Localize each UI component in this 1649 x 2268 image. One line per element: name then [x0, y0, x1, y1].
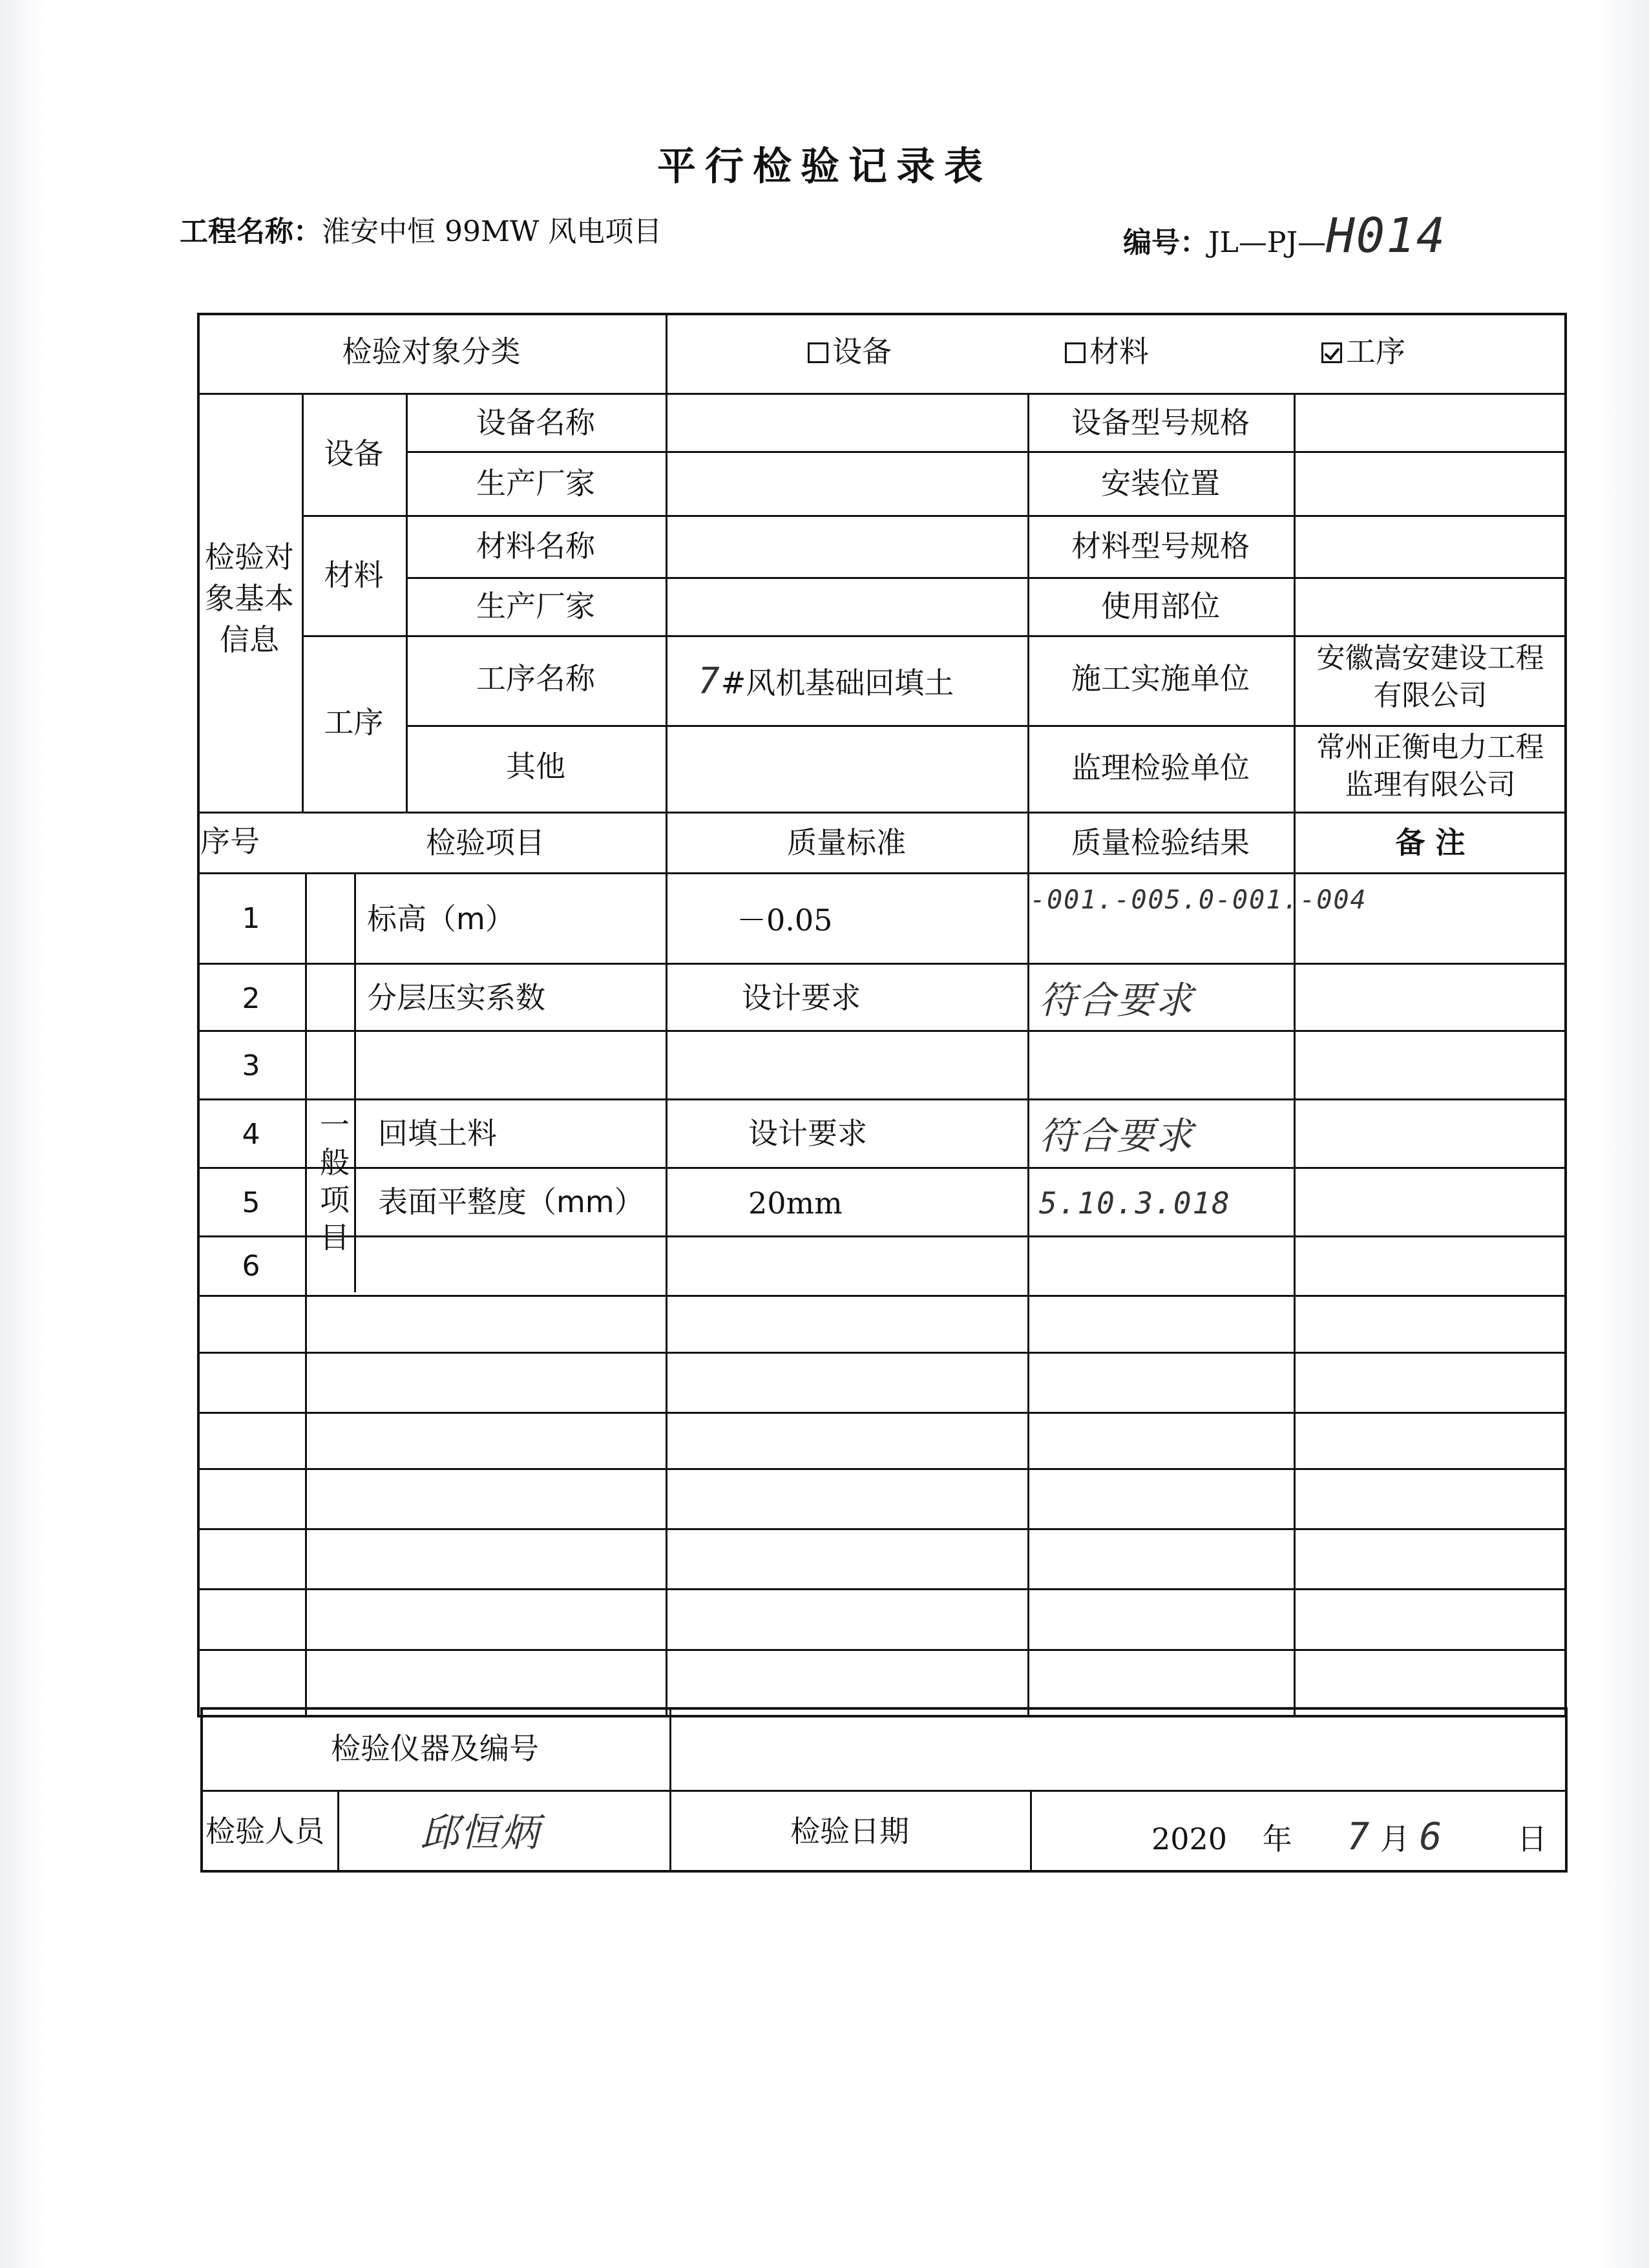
supervisor-value-line: 监理有限公司	[1345, 768, 1516, 801]
equipment-group-label: 设备	[324, 436, 384, 471]
rule	[354, 872, 356, 1098]
number-handwritten: H014	[1326, 208, 1447, 264]
item-result: 5.10.3.018	[1039, 1186, 1231, 1221]
project-label: 工程名称：	[180, 215, 322, 248]
checkbox-process[interactable]	[1321, 333, 1405, 371]
project-line	[180, 208, 662, 249]
checkbox-material-label: 材料	[1089, 334, 1149, 369]
contractor-value-line: 安徽嵩安建设工程	[1316, 642, 1544, 675]
item-no: 6	[242, 1250, 260, 1283]
item-no: 2	[242, 982, 260, 1015]
document-title: 平行检验记录表	[657, 144, 992, 189]
header-item: 检验项目	[426, 825, 545, 860]
rule	[302, 515, 1567, 517]
general-items-label	[315, 1106, 354, 1256]
number-label: 编号：	[1123, 226, 1208, 259]
contractor-value-line: 有限公司	[1373, 679, 1487, 712]
material-name-label: 材料名称	[476, 529, 595, 563]
rule	[197, 1649, 1567, 1651]
rule	[354, 1098, 356, 1292]
item-name: 分层压实系数	[367, 980, 545, 1015]
material-usage-label: 使用部位	[1101, 589, 1220, 624]
equipment-location-label: 安装位置	[1101, 466, 1220, 501]
item-standard: 设计要求	[742, 980, 861, 1015]
rule	[200, 1790, 1568, 1792]
checkbox-equipment-label: 设备	[832, 334, 892, 369]
number-line	[1123, 208, 1446, 264]
checkbox-icon	[1065, 342, 1086, 363]
date-day: 6	[1419, 1814, 1444, 1858]
item-result: 符合要求	[1039, 1114, 1195, 1158]
rule	[197, 1588, 1567, 1590]
number-prefix: JL—PJ—	[1208, 226, 1327, 259]
rule	[197, 812, 1567, 814]
rule	[197, 1295, 1567, 1297]
date-label: 检验日期	[790, 1814, 909, 1849]
basic-info-label-line: 信息	[220, 622, 279, 657]
inspector-label: 检验人员	[205, 1814, 324, 1849]
checkbox-process-label: 工序	[1346, 334, 1405, 369]
item-name: 表面平整度（mm）	[378, 1184, 644, 1219]
general-items-char: 般	[320, 1145, 350, 1180]
item-no: 1	[242, 902, 260, 935]
rule	[1294, 393, 1296, 1717]
process-name-text: #风机基础回填土	[720, 666, 954, 700]
general-items-char: 项	[320, 1182, 350, 1217]
header-remark: 备 注	[1395, 825, 1465, 860]
category-label: 检验对象分类	[342, 334, 521, 369]
equipment-name-label: 设备名称	[476, 405, 595, 440]
process-group-label: 工序	[324, 705, 384, 740]
checkbox-checked-icon	[1321, 342, 1342, 363]
rule	[1030, 1790, 1032, 1873]
rule	[197, 1098, 1567, 1100]
checkbox-material[interactable]	[1065, 333, 1149, 371]
rule	[197, 1528, 1567, 1530]
other-label: 其他	[506, 749, 565, 784]
item-standard: 20mm	[748, 1186, 843, 1221]
supervisor-value	[1294, 729, 1567, 804]
year-unit: 年	[1262, 1822, 1292, 1856]
rule	[197, 1468, 1567, 1470]
equipment-maker-label: 生产厂家	[476, 466, 595, 501]
month-unit: 月	[1380, 1822, 1410, 1856]
rule	[197, 1030, 1567, 1032]
item-name: 回填土料	[378, 1116, 497, 1151]
rule	[666, 313, 667, 1717]
rule	[302, 635, 1567, 637]
rule	[197, 872, 1567, 874]
item-standard: －0.05	[737, 903, 833, 938]
item-no: 3	[242, 1049, 260, 1082]
project-name: 淮安中恒 99MW 风电项目	[322, 215, 662, 248]
basic-info-label-line: 象基本	[205, 581, 294, 616]
instrument-label: 检验仪器及编号	[331, 1731, 539, 1766]
general-items-char: 一	[320, 1108, 350, 1142]
contractor-label: 施工实施单位	[1071, 661, 1250, 696]
rule	[406, 451, 1567, 453]
equipment-model-label: 设备型号规格	[1071, 405, 1250, 440]
inspector-signature: 邱恒炳	[420, 1811, 540, 1856]
date-month: 7	[1347, 1814, 1371, 1858]
material-model-label: 材料型号规格	[1071, 529, 1250, 563]
item-no: 5	[242, 1186, 260, 1219]
checkbox-icon	[808, 342, 828, 363]
process-name-label: 工序名称	[476, 661, 595, 696]
header-standard: 质量标准	[787, 825, 906, 860]
item-result: 符合要求	[1039, 978, 1195, 1022]
date-year: 2020	[1151, 1822, 1228, 1856]
rule	[197, 1167, 1567, 1169]
basic-info-label-line: 检验对	[205, 540, 294, 574]
rule	[197, 1235, 1567, 1237]
rule	[197, 1412, 1567, 1414]
date-value	[1151, 1813, 1547, 1860]
rule	[197, 393, 1567, 395]
general-items-char: 目	[320, 1220, 350, 1255]
rule	[305, 872, 307, 1717]
contractor-value	[1294, 640, 1567, 715]
header-no: 序号	[200, 824, 260, 859]
rule	[337, 1790, 339, 1873]
basic-info-label	[197, 536, 302, 660]
rule	[197, 963, 1567, 965]
supervisor-value-line: 常州正衡电力工程	[1316, 731, 1544, 764]
process-name-handwritten: 7	[698, 660, 721, 702]
rule	[406, 577, 1567, 579]
rule	[406, 725, 1567, 727]
day-unit: 日	[1517, 1822, 1548, 1856]
material-group-label: 材料	[324, 558, 384, 593]
process-name-value	[698, 659, 954, 704]
item-name: 标高（m）	[367, 901, 515, 936]
rule	[197, 1352, 1567, 1354]
supervisor-label: 监理检验单位	[1071, 750, 1250, 785]
header-result: 质量检验结果	[1071, 825, 1250, 860]
item-standard: 设计要求	[748, 1116, 867, 1151]
item-result: -001.-005.0-001.-004	[1030, 885, 1367, 915]
item-no: 4	[242, 1118, 260, 1151]
material-maker-label: 生产厂家	[476, 589, 595, 624]
checkbox-equipment[interactable]	[808, 333, 892, 371]
